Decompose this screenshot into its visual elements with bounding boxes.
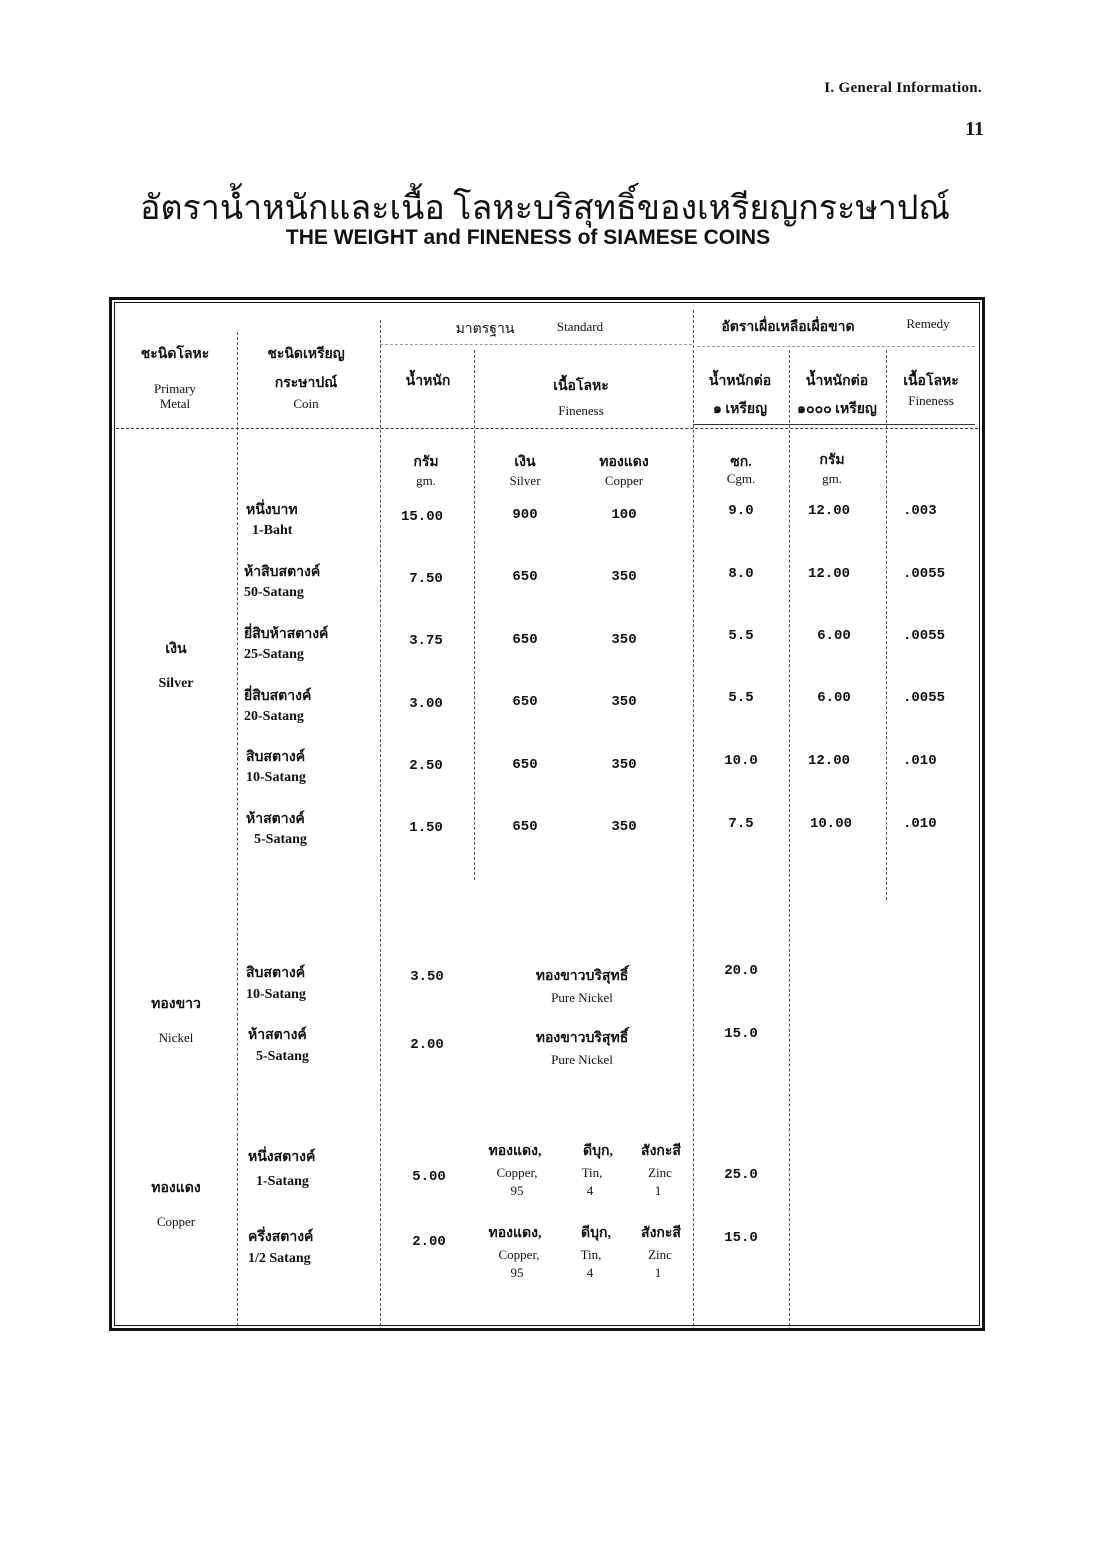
silver-row-4-copper: 350 bbox=[611, 694, 637, 710]
copper-row-2-zinc-value: 1 bbox=[654, 1265, 662, 1280]
silver-row-4-silver: 650 bbox=[512, 694, 538, 710]
silver-row-5-remedy-per1000: 12.00 bbox=[807, 753, 851, 769]
page-number: 11 bbox=[965, 118, 984, 140]
silver-row-1-silver: 900 bbox=[512, 507, 538, 523]
header-primary-metal-en1: Primary bbox=[154, 381, 196, 396]
header-weight-per1-thai1: น้ำหนักต่อ bbox=[708, 374, 772, 389]
silver-row-6-silver: 650 bbox=[512, 819, 538, 835]
header-fineness-en: Fineness bbox=[558, 403, 604, 418]
unit-silver-thai: เงิน bbox=[514, 455, 536, 470]
silver-row-1-remedy-per1000: 12.00 bbox=[807, 503, 851, 519]
silver-row-3-coin-en: 25-Satang bbox=[244, 647, 304, 662]
silver-row-1-weight: 15.00 bbox=[400, 509, 444, 525]
nickel-row-1-weight: 3.50 bbox=[410, 969, 444, 985]
silver-row-2-weight: 7.50 bbox=[409, 571, 443, 587]
nickel-row-1-remedy-per1: 20.0 bbox=[724, 963, 758, 979]
header-coin-thai1: ชะนิดเหรียญ bbox=[267, 347, 345, 362]
silver-row-5-copper: 350 bbox=[611, 757, 637, 773]
table-frame-inner bbox=[114, 302, 980, 1326]
silver-row-2-coin-thai: ห้าสิบสตางค์ bbox=[244, 565, 321, 580]
copper-row-1-remedy-per1: 25.0 bbox=[724, 1167, 758, 1183]
header-weight-thai: น้ำหนัก bbox=[405, 374, 451, 389]
group-nickel-en: Nickel bbox=[158, 1030, 194, 1045]
silver-row-1-coin-thai: หนึ่งบาท bbox=[246, 503, 298, 518]
col-divider-remedy bbox=[693, 310, 694, 1326]
copper-row-2-copper-value: 95 bbox=[510, 1265, 524, 1280]
silver-row-3-coin-thai: ยี่สิบห้าสตางค์ bbox=[244, 627, 329, 642]
copper-row-2-zinc-en: Zinc bbox=[648, 1247, 672, 1262]
group-silver-thai: เงิน bbox=[165, 642, 187, 657]
header-weight-per1000-thai2: ๑๐๐๐ เหรียญ bbox=[797, 402, 877, 417]
header-primary-metal-thai: ชะนิดโลหะ bbox=[140, 347, 210, 362]
silver-row-2-remedy-per1: 8.0 bbox=[728, 566, 754, 582]
copper-row-2-tin-thai: ดีบุก, bbox=[581, 1226, 611, 1241]
nickel-row-1-fineness-thai: ทองขาวบริสุทธิ์ bbox=[535, 969, 629, 984]
header-standard-thai: มาตรฐาน bbox=[455, 322, 515, 337]
remedy-rule bbox=[693, 424, 975, 425]
header-rule bbox=[116, 428, 978, 429]
copper-row-2-weight: 2.00 bbox=[412, 1234, 446, 1250]
silver-row-6-remedy-per1000: 10.00 bbox=[809, 816, 853, 832]
copper-row-1-zinc-value: 1 bbox=[654, 1183, 662, 1198]
header-remedy-fineness-thai: เนื้อโลหะ bbox=[903, 374, 959, 389]
silver-row-6-coin-en: 5-Satang bbox=[254, 832, 307, 847]
nickel-row-2-coin-en: 5-Satang bbox=[256, 1049, 309, 1064]
copper-row-2-coin-thai: ครึ่งสตางค์ bbox=[248, 1230, 314, 1245]
silver-row-2-coin-en: 50-Satang bbox=[244, 585, 304, 600]
title-thai: อัตราน้ำหนักและเนื้อ โลหะบริสุทธิ์ของเหรียญกระษาปณ์ bbox=[140, 190, 950, 227]
unit-gram-en: gm. bbox=[416, 473, 436, 488]
nickel-row-2-fineness-thai: ทองขาวบริสุทธิ์ bbox=[535, 1031, 629, 1046]
silver-row-4-remedy-fineness: .0055 bbox=[903, 690, 946, 706]
silver-row-2-silver: 650 bbox=[512, 569, 538, 585]
copper-row-2-remedy-per1: 15.0 bbox=[724, 1230, 758, 1246]
header-standard-en: Standard bbox=[556, 319, 604, 334]
silver-row-3-copper: 350 bbox=[611, 632, 637, 648]
silver-row-4-weight: 3.00 bbox=[409, 696, 443, 712]
nickel-row-2-weight: 2.00 bbox=[410, 1037, 444, 1053]
copper-row-1-copper-en: Copper, bbox=[496, 1165, 538, 1180]
nickel-row-1-fineness-en: Pure Nickel bbox=[551, 990, 613, 1005]
copper-row-2-tin-en: Tin, bbox=[580, 1247, 602, 1262]
copper-row-2-coin-en: 1/2 Satang bbox=[248, 1251, 311, 1266]
silver-row-5-silver: 650 bbox=[512, 757, 538, 773]
unit-gram-thai: กรัม bbox=[413, 455, 439, 470]
group-silver-en: Silver bbox=[158, 676, 194, 691]
remedy-subrule bbox=[697, 346, 975, 347]
col-divider-standard bbox=[380, 320, 381, 1326]
copper-row-1-zinc-en: Zinc bbox=[648, 1165, 672, 1180]
nickel-row-1-coin-en: 10-Satang bbox=[246, 987, 306, 1002]
silver-row-5-remedy-per1: 10.0 bbox=[724, 753, 758, 769]
col-divider-remfine bbox=[886, 350, 887, 900]
silver-row-3-silver: 650 bbox=[512, 632, 538, 648]
copper-row-2-zinc-thai: สังกะสี bbox=[641, 1226, 681, 1241]
silver-row-1-coin-en: 1-Baht bbox=[252, 523, 293, 538]
group-nickel-thai: ทองขาว bbox=[151, 997, 201, 1012]
col-divider-fineness bbox=[474, 350, 475, 880]
silver-row-6-coin-thai: ห้าสตางค์ bbox=[246, 812, 305, 827]
copper-row-1-tin-en: Tin, bbox=[581, 1165, 603, 1180]
group-copper-en: Copper bbox=[156, 1214, 196, 1229]
unit-copper-thai: ทองแดง bbox=[599, 455, 649, 470]
copper-row-1-weight: 5.00 bbox=[412, 1169, 446, 1185]
silver-row-3-weight: 3.75 bbox=[409, 633, 443, 649]
col-divider-per1000 bbox=[789, 350, 790, 1326]
standard-subrule bbox=[380, 344, 692, 345]
silver-row-3-remedy-per1000: 6.00 bbox=[817, 628, 851, 644]
silver-row-1-remedy-per1: 9.0 bbox=[728, 503, 754, 519]
silver-row-6-copper: 350 bbox=[611, 819, 637, 835]
nickel-row-2-remedy-per1: 15.0 bbox=[724, 1026, 758, 1042]
copper-row-1-copper-thai: ทองแดง, bbox=[488, 1144, 542, 1159]
unit-cgm-thai: ซก. bbox=[730, 455, 752, 470]
copper-row-1-copper-value: 95 bbox=[510, 1183, 524, 1198]
silver-row-1-remedy-fineness: .003 bbox=[903, 503, 937, 519]
group-copper-thai: ทองแดง bbox=[151, 1181, 201, 1196]
copper-row-1-coin-thai: หนึ่งสตางค์ bbox=[248, 1150, 316, 1165]
copper-row-2-tin-value: 4 bbox=[586, 1265, 594, 1280]
silver-row-6-remedy-fineness: .010 bbox=[903, 816, 937, 832]
copper-row-1-coin-en: 1-Satang bbox=[256, 1174, 309, 1189]
header-weight-per1000-thai1: น้ำหนักต่อ bbox=[805, 374, 869, 389]
copper-row-2-copper-en: Copper, bbox=[498, 1247, 540, 1262]
silver-row-4-remedy-per1000: 6.00 bbox=[817, 690, 851, 706]
header-coin-thai2: กระษาปณ์ bbox=[274, 376, 338, 391]
nickel-row-2-fineness-en: Pure Nickel bbox=[551, 1052, 613, 1067]
unit-copper-en: Copper bbox=[604, 473, 644, 488]
unit-silver-en: Silver bbox=[509, 473, 541, 488]
nickel-row-1-coin-thai: สิบสตางค์ bbox=[246, 966, 306, 981]
silver-row-5-weight: 2.50 bbox=[409, 758, 443, 774]
silver-row-4-coin-thai: ยี่สิบสตางค์ bbox=[244, 689, 312, 704]
copper-row-1-tin-thai: ดีบุก, bbox=[583, 1144, 613, 1159]
silver-row-5-remedy-fineness: .010 bbox=[903, 753, 937, 769]
silver-row-1-copper: 100 bbox=[611, 507, 637, 523]
silver-row-4-coin-en: 20-Satang bbox=[244, 709, 304, 724]
silver-row-3-remedy-fineness: .0055 bbox=[903, 628, 946, 644]
col-divider-coin bbox=[237, 332, 238, 1326]
silver-row-5-coin-thai: สิบสตางค์ bbox=[246, 750, 306, 765]
unit-cgm-en: Cgm. bbox=[726, 471, 756, 486]
silver-row-2-remedy-per1000: 12.00 bbox=[807, 566, 851, 582]
section-header: I. General Information. bbox=[824, 80, 982, 96]
silver-row-5-coin-en: 10-Satang bbox=[246, 770, 306, 785]
silver-row-2-copper: 350 bbox=[611, 569, 637, 585]
nickel-row-2-coin-thai: ห้าสตางค์ bbox=[248, 1028, 307, 1043]
header-remedy-fineness-en: Fineness bbox=[908, 393, 954, 408]
silver-row-6-weight: 1.50 bbox=[409, 820, 443, 836]
title-english: THE WEIGHT and FINENESS of SIAMESE COINS bbox=[285, 226, 771, 249]
silver-row-3-remedy-per1: 5.5 bbox=[728, 628, 754, 644]
header-weight-per1-thai2: ๑ เหรียญ bbox=[712, 402, 768, 417]
copper-row-2-copper-thai: ทองแดง, bbox=[488, 1226, 542, 1241]
silver-row-6-remedy-per1: 7.5 bbox=[728, 816, 754, 832]
header-remedy-thai: อัตราเผื่อเหลือเผื่อขาด bbox=[721, 320, 855, 335]
copper-row-1-zinc-thai: สังกะสี bbox=[641, 1144, 681, 1159]
header-coin-en: Coin bbox=[293, 396, 319, 411]
header-remedy-en: Remedy bbox=[906, 316, 950, 331]
copper-row-1-tin-value: 4 bbox=[586, 1183, 594, 1198]
silver-row-2-remedy-fineness: .0055 bbox=[903, 566, 946, 582]
unit-gram2-thai: กรัม bbox=[819, 453, 845, 468]
silver-row-4-remedy-per1: 5.5 bbox=[728, 690, 754, 706]
header-fineness-thai: เนื้อโลหะ bbox=[553, 379, 609, 394]
unit-gram2-en: gm. bbox=[822, 471, 842, 486]
header-primary-metal-en2: Metal bbox=[159, 396, 191, 411]
